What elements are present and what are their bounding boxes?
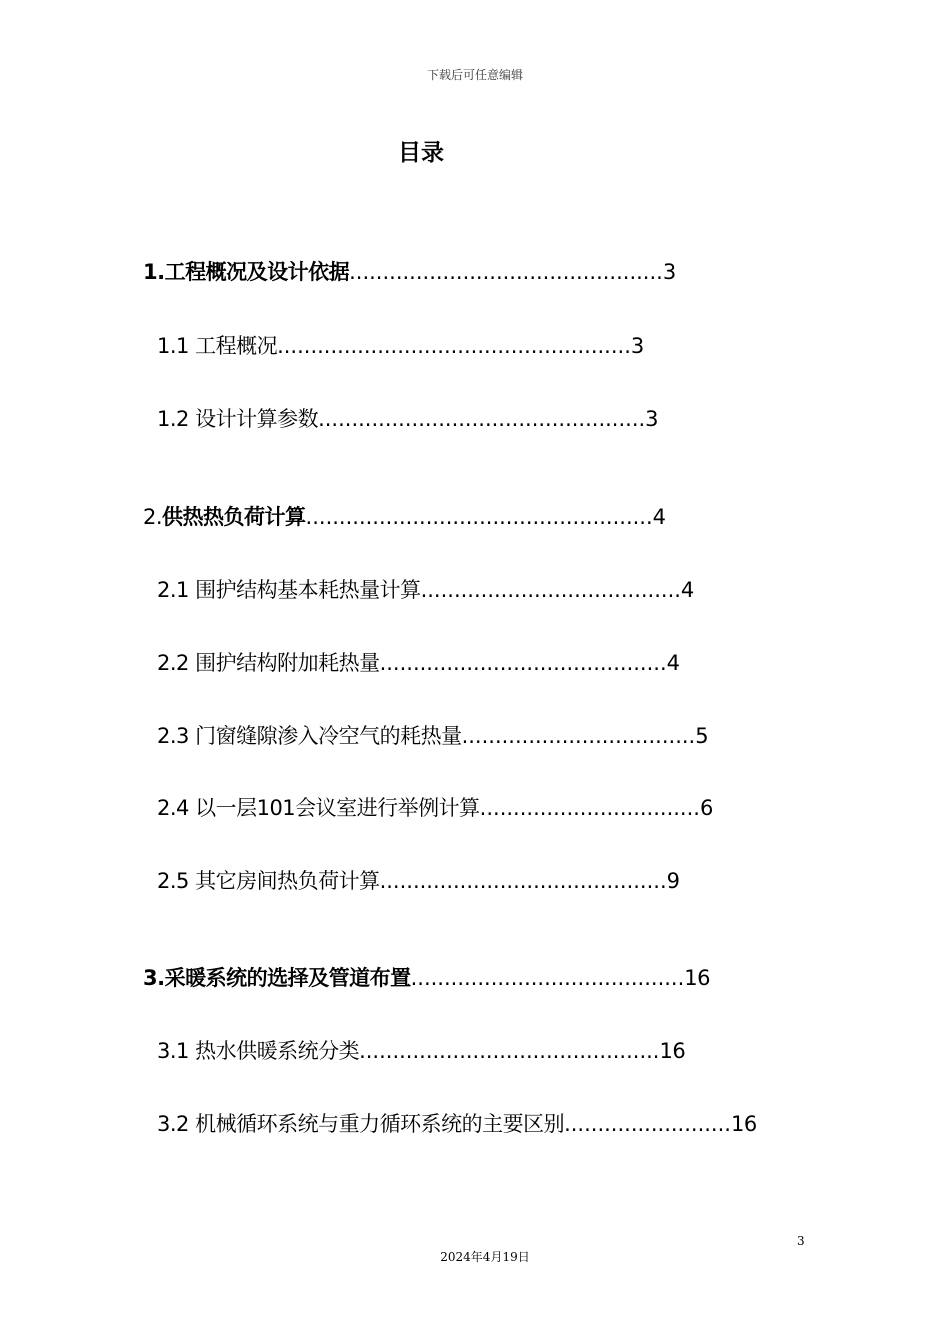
toc-entry-title: 工程概况及设计依据 <box>164 260 350 284</box>
toc-entry-number: 2.3 <box>157 724 196 748</box>
toc-entry-title: 采暖系统的选择及管道布置 <box>164 966 411 990</box>
toc-entry-title: 工程概况 <box>195 334 278 358</box>
toc-entry-number: 1. <box>143 260 165 284</box>
toc-entry-1-1[interactable] <box>157 332 644 360</box>
toc-entry-3-2[interactable] <box>157 1110 757 1138</box>
toc-entry-number: 1.1 <box>157 334 196 358</box>
toc-entry-page: 16 <box>730 1112 757 1136</box>
toc-entry-number: 3.1 <box>157 1039 196 1063</box>
toc-entry-title: 围护结构基本耗热量计算 <box>195 578 421 602</box>
toc-entry-number: 2.1 <box>157 578 196 602</box>
toc-entry-title: 机械循环系统与重力循环系统的主要区别 <box>195 1112 565 1136</box>
toc-entry-leader: ..................................................... <box>277 334 631 358</box>
toc-entry-1[interactable] <box>143 258 676 286</box>
toc-entry-title: 以一层101会议室进行举例计算 <box>195 796 480 820</box>
toc-entry-2-5[interactable] <box>157 867 680 895</box>
footer-date: 2024年4月19日 <box>440 1250 530 1264</box>
toc-entry-number: 1.2 <box>157 407 196 431</box>
toc-entry-leader: .................................................... <box>305 505 653 529</box>
toc-entry-2-4[interactable] <box>157 794 713 822</box>
toc-entry-leader: ........................................... <box>379 651 667 675</box>
toc-entry-leader: ................................. <box>479 796 700 820</box>
toc-entry-3-1[interactable] <box>157 1037 685 1065</box>
toc-entry-number: 3. <box>143 966 165 990</box>
toc-entry-page: 4 <box>652 505 666 529</box>
toc-entry-2-3[interactable] <box>157 722 708 750</box>
toc-entry-title: 门窗缝隙渗入冷空气的耗热量 <box>195 724 462 748</box>
page-number: 3 <box>797 1234 805 1248</box>
toc-entry-title: 其它房间热负荷计算 <box>195 869 380 893</box>
toc-entry-title: 供热热负荷计算 <box>162 505 306 529</box>
toc-entry-title: 设计计算参数 <box>195 407 319 431</box>
toc-entry-leader: ................................... <box>461 724 696 748</box>
toc-entry-page: 9 <box>666 869 680 893</box>
toc-entry-leader: ......................................... <box>410 966 685 990</box>
toc-entry-page: 5 <box>695 724 709 748</box>
toc-entry-leader: ............................................... <box>349 260 663 284</box>
header-note: 下载后可任意编辑 <box>426 68 523 82</box>
toc-entry-leader: ......................... <box>564 1112 731 1136</box>
toc-entry-2-1[interactable] <box>157 576 694 604</box>
toc-entry-page: 3 <box>645 407 659 431</box>
toc-entry-leader: ............................................. <box>359 1039 660 1063</box>
toc-entry-page: 3 <box>630 334 644 358</box>
toc-entry-1-2[interactable] <box>157 405 658 433</box>
toc-entry-2[interactable] <box>143 503 666 531</box>
toc-entry-page: 6 <box>699 796 713 820</box>
toc-title: 目录 <box>398 140 444 166</box>
toc-entry-page: 4 <box>666 651 680 675</box>
toc-entry-page: 3 <box>662 260 676 284</box>
toc-entry-leader: ....................................... <box>420 578 681 602</box>
toc-entry-page: 16 <box>659 1039 686 1063</box>
toc-entry-number: 3.2 <box>157 1112 196 1136</box>
toc-entry-leader: ........................................... <box>379 869 667 893</box>
toc-entry-leader: ................................................. <box>318 407 646 431</box>
toc-entry-page: 4 <box>680 578 694 602</box>
toc-entry-title: 热水供暖系统分类 <box>195 1039 360 1063</box>
toc-entry-page: 16 <box>684 966 711 990</box>
toc-entry-title: 围护结构附加耗热量 <box>195 651 380 675</box>
toc-entry-2-2[interactable] <box>157 649 680 677</box>
toc-entry-number: 2.5 <box>157 869 196 893</box>
toc-entry-3[interactable] <box>143 964 710 992</box>
toc-entry-number: 2.4 <box>157 796 196 820</box>
toc-entry-number: 2. <box>143 505 163 529</box>
toc-entry-number: 2.2 <box>157 651 196 675</box>
